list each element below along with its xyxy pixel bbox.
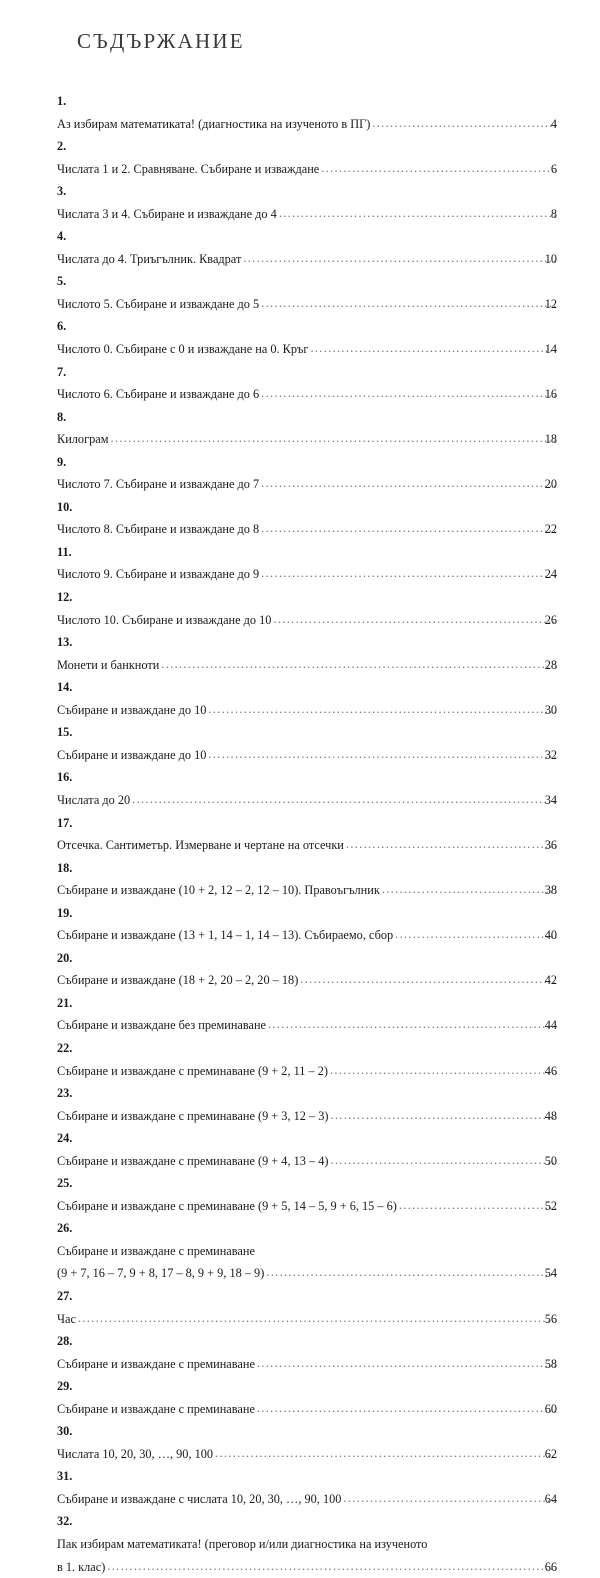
toc-entry-number: 10. <box>57 499 73 514</box>
toc-entry-number: 14. <box>57 680 73 695</box>
toc-entry[interactable] <box>0 586 600 631</box>
toc-page-number: 64 <box>544 1491 557 1506</box>
toc-entry-body <box>57 203 557 226</box>
dot-leader <box>107 1556 557 1578</box>
toc-entry[interactable] <box>0 1465 600 1510</box>
toc-entry-leader-line <box>57 293 557 316</box>
toc-entry-number: 8. <box>57 409 67 424</box>
toc-entry-title: Събиране и изваждане с преминаване (9 + 2, 11 – 2) <box>57 1063 328 1078</box>
toc-page-number: 58 <box>544 1356 557 1371</box>
dot-leader <box>330 1150 557 1172</box>
toc-entry[interactable] <box>0 315 600 360</box>
toc-entry-body <box>57 338 557 361</box>
toc-page-number: 38 <box>544 883 557 898</box>
toc-entry-title: Събиране и изваждане с преминаване (9 + 4, 13 – 4) <box>57 1153 329 1168</box>
dot-leader <box>310 338 557 360</box>
toc-entry-number: 18. <box>57 860 73 875</box>
toc-entry-number: 5. <box>57 274 67 289</box>
toc-entry-leader-line <box>57 1308 557 1331</box>
toc-entry-leader-line <box>57 248 557 271</box>
toc-entry-body <box>57 654 557 677</box>
dot-leader <box>257 1353 557 1375</box>
toc-entry[interactable] <box>0 1127 600 1172</box>
toc-entry-leader-line <box>57 1014 557 1037</box>
toc-entry-title: Числото 0. Събиране с 0 и изваждане на 0. Кръг <box>57 342 309 357</box>
toc-entry-title: Събиране и изваждане (10 + 2, 12 – 2, 12 – 10). Правоъгълник <box>57 883 380 898</box>
toc-entry[interactable] <box>0 902 600 947</box>
toc-entry-body <box>57 1398 557 1421</box>
dot-leader <box>399 1195 557 1217</box>
toc-entry[interactable] <box>0 180 600 225</box>
toc-entry-text-line <box>57 1240 557 1263</box>
toc-entry[interactable] <box>0 947 600 992</box>
toc-entry-title: Пак избирам математиката! (преговор и/или диагностика на изученото <box>57 1537 428 1551</box>
toc-entry-body <box>57 293 557 316</box>
toc-entry[interactable] <box>0 857 600 902</box>
toc-entry-leader-line <box>57 1556 557 1578</box>
toc-entry-title: Събиране и изваждане с преминаване <box>57 1401 255 1416</box>
toc-entry-title: Числата 1 и 2. Сравняване. Събиране и изваждане <box>57 161 320 176</box>
toc-entry-title: Числото 5. Събиране и изваждане до 5 <box>57 296 260 311</box>
toc-entry-leader-line <box>57 654 557 677</box>
dot-leader <box>261 563 557 585</box>
toc-entry-body <box>57 924 557 947</box>
toc-entry-leader-line <box>57 338 557 361</box>
toc-entry-leader-line <box>57 1443 557 1466</box>
toc-entry-number: 20. <box>57 950 73 965</box>
toc-entry-title: Числата 3 и 4. Събиране и изваждане до 4 <box>57 206 277 221</box>
toc-entry-leader-line <box>57 699 557 722</box>
dot-leader <box>330 1105 557 1127</box>
toc-entry-body <box>57 518 557 541</box>
toc-entry-body <box>57 1105 557 1128</box>
toc-page-number: 16 <box>544 387 557 402</box>
toc-entry-body <box>57 1195 557 1218</box>
toc-entry-title: Числото 10. Събиране и изваждане до 10 <box>57 612 272 627</box>
toc-entry-leader-line <box>57 518 557 541</box>
toc-entry-number: 28. <box>57 1334 73 1349</box>
toc-page-number: 48 <box>544 1108 557 1123</box>
dot-leader <box>279 203 557 225</box>
toc-entry-title: Събиране и изваждане до 10 <box>57 702 207 717</box>
toc-page-number: 4 <box>550 116 557 131</box>
dot-leader <box>273 609 557 631</box>
toc-entry-body <box>57 113 557 136</box>
toc-page-number: 40 <box>544 928 557 943</box>
toc-entry-leader-line <box>57 1488 557 1511</box>
toc-entry-number: 13. <box>57 635 73 650</box>
toc-page-number: 10 <box>544 251 557 266</box>
toc-entry-number: 26. <box>57 1221 73 1236</box>
dot-leader <box>78 1308 557 1330</box>
dot-leader <box>300 969 557 991</box>
toc-entry-title: Числата 10, 20, 30, …, 90, 100 <box>57 1446 214 1461</box>
dot-leader <box>395 924 557 946</box>
toc-page-number: 6 <box>550 161 557 176</box>
toc-entry-number: 7. <box>57 364 67 379</box>
toc-entry-body <box>57 744 557 767</box>
toc-page-number: 50 <box>544 1153 557 1168</box>
toc-entry[interactable] <box>0 361 600 406</box>
toc-entry-text-line <box>57 1533 557 1556</box>
toc-entry[interactable] <box>0 90 600 135</box>
toc-entry[interactable] <box>0 676 600 721</box>
dot-leader <box>343 1488 557 1510</box>
toc-entry[interactable] <box>0 631 600 676</box>
toc-entry-body <box>57 248 557 271</box>
toc-entry-number: 15. <box>57 725 73 740</box>
toc-entry[interactable] <box>0 225 600 270</box>
toc-entry-title: Числото 7. Събиране и изваждане до 7 <box>57 477 260 492</box>
toc-entry-body <box>57 1308 557 1331</box>
toc-entry-title: Събиране и изваждане без преминаване <box>57 1018 266 1033</box>
toc-entry-body <box>57 1150 557 1173</box>
dot-leader <box>261 518 557 540</box>
toc-entry-leader-line <box>57 1150 557 1173</box>
toc-entry-number: 32. <box>57 1514 73 1529</box>
toc-entry-body <box>57 1443 557 1466</box>
toc-page-number: 30 <box>544 702 557 717</box>
dot-leader <box>208 699 557 721</box>
dot-leader <box>268 1014 557 1036</box>
toc-entry-title: Събиране и изваждане с преминаване (9 + 5, 14 – 5, 9 + 6, 15 – 6) <box>57 1198 397 1213</box>
toc-entry-title: Час <box>57 1311 76 1326</box>
toc-entry-title: Събиране и изваждане с преминаване <box>57 1243 255 1258</box>
toc-entry-body <box>57 699 557 722</box>
toc-entry-number: 29. <box>57 1379 73 1394</box>
toc-entry-leader-line <box>57 834 557 857</box>
toc-entry-title: Аз избирам математиката! (диагностика на изученото в ПГ) <box>57 116 371 131</box>
toc-entry-leader-line <box>57 203 557 226</box>
toc-entry[interactable] <box>0 1375 600 1420</box>
toc-entry-title: Числото 9. Събиране и изваждане до 9 <box>57 567 260 582</box>
toc-page-number: 54 <box>544 1266 557 1281</box>
toc-entry-title: (9 + 7, 16 – 7, 9 + 8, 17 – 8, 9 + 9, 18 – 9) <box>57 1266 265 1281</box>
toc-entry-number: 23. <box>57 1086 73 1101</box>
toc-entry-title: Числата до 4. Триъгълник. Квадрат <box>57 251 242 266</box>
toc-entry-leader-line <box>57 1105 557 1128</box>
toc-page-number: 32 <box>544 747 557 762</box>
toc-page-number: 44 <box>544 1018 557 1033</box>
dot-leader <box>261 293 557 315</box>
toc-entry-number: 12. <box>57 590 73 605</box>
toc-page-number: 52 <box>544 1198 557 1213</box>
dot-leader <box>330 1060 557 1082</box>
toc-entry-leader-line <box>57 924 557 947</box>
toc-page-number: 66 <box>544 1559 557 1574</box>
toc-entry-number: 17. <box>57 815 73 830</box>
toc-entry-body <box>57 1353 557 1376</box>
toc-entry-body <box>57 1488 557 1511</box>
table-of-contents-list <box>0 90 600 1578</box>
toc-entry-number: 24. <box>57 1131 73 1146</box>
toc-entry[interactable] <box>0 1420 600 1465</box>
toc-entry-number: 22. <box>57 1040 73 1055</box>
toc-entry-body <box>57 789 557 812</box>
toc-entry-title: Отсечка. Сантиметър. Измерване и чертане на отсечки <box>57 838 344 853</box>
toc-entry[interactable] <box>0 541 600 586</box>
toc-entry-leader-line <box>57 789 557 812</box>
toc-entry[interactable] <box>0 1217 600 1285</box>
toc-entry-number: 4. <box>57 229 67 244</box>
toc-entry-title: Числото 8. Събиране и изваждане до 8 <box>57 522 260 537</box>
toc-entry[interactable] <box>0 406 600 451</box>
toc-page-number: 14 <box>544 342 557 357</box>
dot-leader <box>321 158 557 180</box>
toc-page-number: 46 <box>544 1063 557 1078</box>
toc-entry-number: 9. <box>57 454 67 469</box>
toc-entry-body <box>57 158 557 181</box>
dot-leader <box>261 383 557 405</box>
toc-entry-body <box>57 428 557 451</box>
toc-entry[interactable] <box>0 1172 600 1217</box>
dot-leader <box>257 1398 557 1420</box>
toc-entry-number: 1. <box>57 94 67 108</box>
toc-page-number: 36 <box>544 838 557 853</box>
toc-entry-body <box>57 383 557 406</box>
toc-entry-body <box>57 563 557 586</box>
toc-entry-title: Събиране и изваждане до 10 <box>57 747 207 762</box>
toc-page-number: 60 <box>544 1401 557 1416</box>
toc-entry-number: 27. <box>57 1288 73 1303</box>
toc-entry-number: 30. <box>57 1424 73 1439</box>
toc-entry[interactable] <box>0 451 600 496</box>
toc-entry[interactable] <box>0 1037 600 1082</box>
toc-page-number: 28 <box>544 657 557 672</box>
toc-entry-leader-line <box>57 609 557 632</box>
toc-entry-leader-line <box>57 1353 557 1376</box>
toc-entry-number: 25. <box>57 1176 73 1191</box>
toc-entry-leader-line <box>57 1195 557 1218</box>
toc-page-number: 62 <box>544 1446 557 1461</box>
toc-entry-number: 21. <box>57 995 73 1010</box>
toc-entry-title: Килограм <box>57 432 109 447</box>
toc-entry-body <box>57 473 557 496</box>
dot-leader <box>161 654 557 676</box>
toc-page-number: 42 <box>544 973 557 988</box>
toc-entry[interactable] <box>0 1510 600 1578</box>
toc-entry-body <box>57 879 557 902</box>
toc-entry-number: 31. <box>57 1469 73 1484</box>
toc-entry[interactable] <box>0 992 600 1037</box>
toc-entry-title: Числата до 20 <box>57 792 131 807</box>
toc-entry-number: 2. <box>57 139 67 154</box>
toc-entry-title: Монети и банкноти <box>57 657 160 672</box>
toc-entry-number: 19. <box>57 905 73 920</box>
toc-entry-number: 11. <box>57 544 72 559</box>
toc-entry-leader-line <box>57 563 557 586</box>
dot-leader <box>111 428 558 450</box>
toc-page-number: 26 <box>544 612 557 627</box>
toc-entry[interactable] <box>0 135 600 180</box>
page-title: СЪДЪРЖАНИЕ <box>77 29 245 53</box>
toc-entry-leader-line <box>57 473 557 496</box>
toc-entry-title: Събиране и изваждане (18 + 2, 20 – 2, 20 – 18) <box>57 973 299 988</box>
toc-entry-title: Числото 6. Събиране и изваждане до 6 <box>57 387 260 402</box>
toc-page-number: 34 <box>544 792 557 807</box>
toc-entry-leader-line <box>57 1398 557 1421</box>
toc-entry-body <box>57 1240 557 1285</box>
dot-leader <box>208 744 557 766</box>
toc-entry[interactable] <box>0 270 600 315</box>
toc-entry-number: 16. <box>57 770 73 785</box>
toc-entry-leader-line <box>57 158 557 181</box>
toc-entry-title: Събиране и изваждане (13 + 1, 14 – 1, 14 – 13). Събираемо, сбор <box>57 928 394 943</box>
dot-leader <box>372 113 557 135</box>
dot-leader <box>132 789 557 811</box>
toc-page-number: 22 <box>544 522 557 537</box>
toc-entry[interactable] <box>0 766 600 811</box>
toc-entry-body <box>57 834 557 857</box>
toc-page-number: 56 <box>544 1311 557 1326</box>
toc-entry-leader-line <box>57 879 557 902</box>
dot-leader <box>215 1443 557 1465</box>
toc-entry-number: 3. <box>57 184 67 199</box>
toc-entry-title: Събиране и изваждане с преминаване <box>57 1356 255 1371</box>
toc-page-number: 24 <box>544 567 557 582</box>
toc-entry-body <box>57 1060 557 1083</box>
toc-entry-leader-line <box>57 428 557 451</box>
toc-page-number: 12 <box>544 296 557 311</box>
toc-page-number: 18 <box>544 432 557 447</box>
dot-leader <box>266 1262 557 1284</box>
toc-entry-body <box>57 1014 557 1037</box>
toc-entry-title: Събиране и изваждане с преминаване (9 + 3, 12 – 3) <box>57 1108 329 1123</box>
toc-entry-leader-line <box>57 969 557 992</box>
toc-entry[interactable] <box>0 812 600 857</box>
toc-entry[interactable] <box>0 721 600 766</box>
toc-entry-leader-line <box>57 1262 557 1285</box>
toc-entry[interactable] <box>0 1330 600 1375</box>
toc-entry[interactable] <box>0 1082 600 1127</box>
dot-leader <box>243 248 557 270</box>
toc-entry-title: в 1. клас) <box>57 1559 106 1574</box>
toc-page-number: 8 <box>550 206 557 221</box>
toc-entry-body <box>57 1533 557 1578</box>
toc-entry[interactable] <box>0 1285 600 1330</box>
dot-leader <box>382 879 557 901</box>
toc-entry-leader-line <box>57 383 557 406</box>
toc-entry-leader-line <box>57 1060 557 1083</box>
toc-entry-leader-line <box>57 744 557 767</box>
dot-leader <box>346 834 557 856</box>
toc-page-number: 20 <box>544 477 557 492</box>
toc-entry-body <box>57 969 557 992</box>
dot-leader <box>261 473 557 495</box>
toc-entry-title: Събиране и изваждане с числата 10, 20, 30, …, 90, 100 <box>57 1491 342 1506</box>
toc-entry-number: 6. <box>57 319 67 334</box>
toc-entry[interactable] <box>0 496 600 541</box>
toc-entry-body <box>57 609 557 632</box>
toc-entry-leader-line <box>57 113 557 136</box>
